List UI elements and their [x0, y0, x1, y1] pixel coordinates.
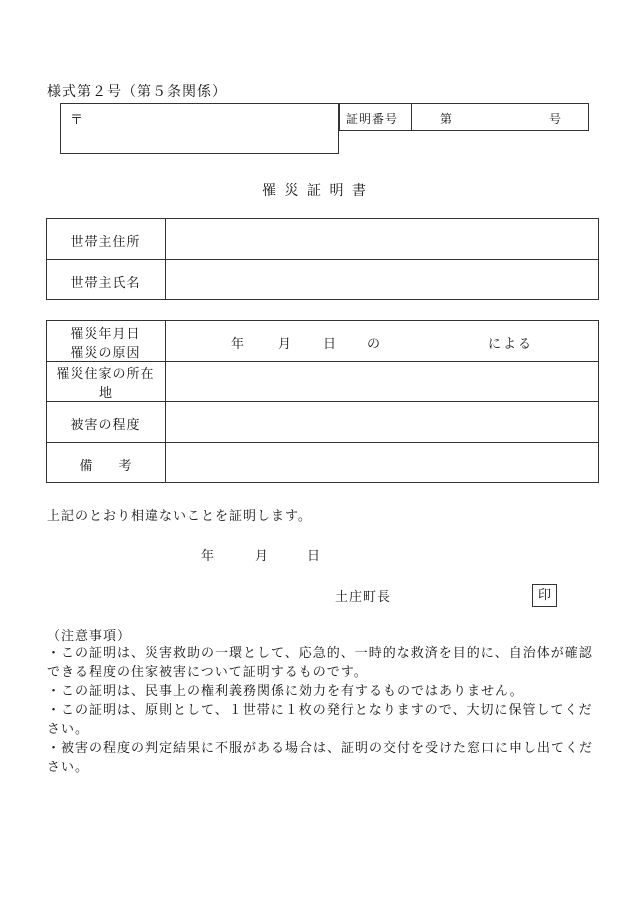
- seal-box: 印: [532, 584, 557, 607]
- certificate-number-label: 証明番号: [346, 112, 399, 126]
- form-id: 様式第２号（第５条関係）: [47, 84, 227, 100]
- disaster-table-col-divider: [165, 320, 166, 483]
- disaster-date-no: の: [367, 337, 381, 352]
- household-table-col-divider: [165, 218, 166, 300]
- disaster-cause-suffix: による: [488, 337, 534, 352]
- household-name-label: 世帯主氏名: [70, 276, 141, 291]
- household-address-label: 世帯主住所: [70, 235, 141, 250]
- certificate-number-prefix: 第: [440, 112, 453, 126]
- remarks-label: 備 考: [79, 459, 132, 474]
- household-table-row-divider: [46, 259, 599, 260]
- notes-item: ・被害の程度の判定結果に不服がある場合は、証明の交付を受けた窓口に申し出てください。: [47, 741, 594, 775]
- issue-date-year: 年: [201, 549, 215, 564]
- damage-level-label: 被害の程度: [70, 418, 141, 433]
- disaster-date-year: 年: [231, 337, 245, 352]
- disaster-cause-label: 罹災の原因: [70, 346, 141, 361]
- disaster-date-label: 罹災年月日: [70, 327, 141, 342]
- certification-statement: 上記のとおり相違ないことを証明します。: [47, 509, 312, 524]
- disaster-date-month: 月: [278, 337, 292, 352]
- issue-date-month: 月: [255, 549, 269, 564]
- disaster-location-label: 罹災住家の所在: [56, 367, 155, 382]
- disaster-table-row-divider-2: [46, 401, 599, 402]
- postal-mark: 〒: [70, 113, 84, 128]
- notes-heading: （注意事項）: [47, 629, 132, 644]
- issue-date-day: 日: [307, 549, 321, 564]
- disaster-location-label-cont: 地: [98, 386, 112, 401]
- issuer-title: 土庄町長: [335, 590, 392, 605]
- certificate-number-suffix: 号: [549, 112, 562, 126]
- notes-item: ・この証明は、民事上の権利義務関係に効力を有するものではありません。: [47, 684, 524, 699]
- address-box: [60, 103, 339, 154]
- certificate-number-divider: [411, 103, 412, 131]
- disaster-date-day: 日: [323, 337, 337, 352]
- disaster-table-row-divider-1: [46, 361, 599, 362]
- notes-item: ・この証明は、災害救助の一環として、応急的、一時的な救済を目的に、自治体が確認できる程度の住家被害について証明するものです。: [47, 646, 593, 680]
- document-title: 罹 災 証 明 書: [262, 183, 368, 199]
- notes-item: ・この証明は、原則として、１世帯に１枚の発行となりますので、大切に保管してください。: [47, 703, 593, 737]
- disaster-table-row-divider-3: [46, 442, 599, 443]
